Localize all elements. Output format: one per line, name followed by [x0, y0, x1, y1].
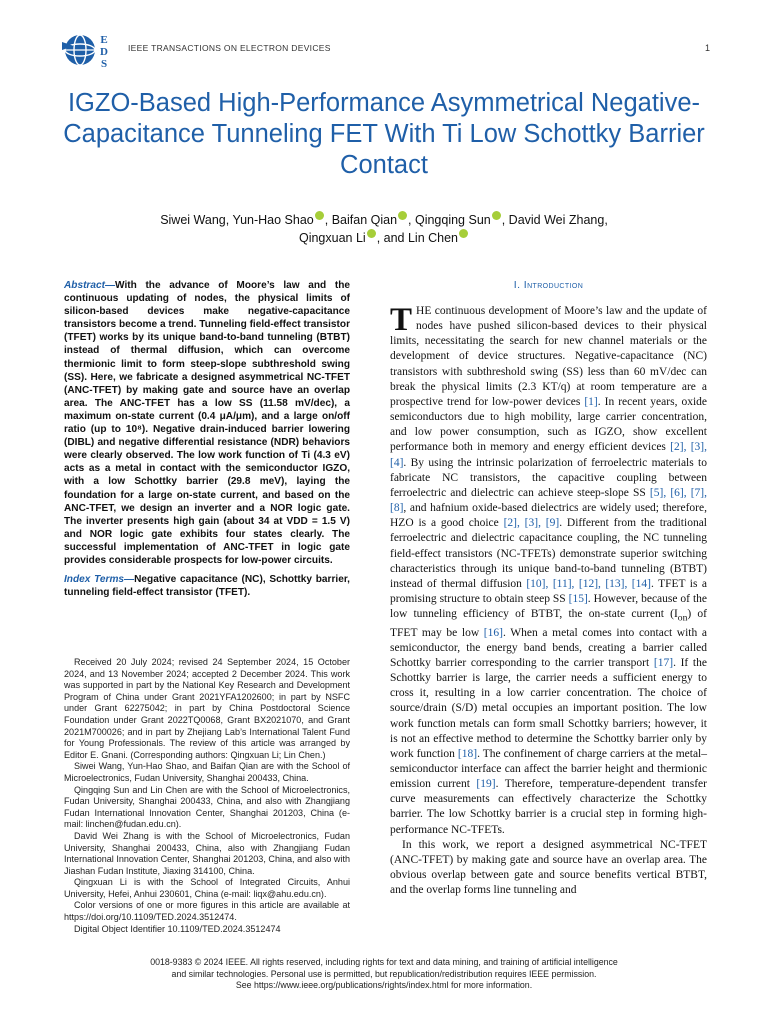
orcid-icon[interactable]	[367, 229, 376, 238]
author-list	[80, 211, 688, 247]
citation-link[interactable]: [1]	[584, 395, 598, 408]
author-name: , David Wei Zhang,	[501, 213, 608, 227]
index-terms-text: Negative capacitance (NC), Schottky barrier, tunneling field-effect transistor (TFET).	[64, 574, 350, 599]
citation-link[interactable]: [17]	[653, 656, 674, 669]
intro-text: . TFET is a promising structure to obtain steep SS	[390, 577, 707, 605]
abstract-label: Abstract—	[64, 280, 116, 291]
intro-text: , and hafnium oxide-based dielectrics are widely used; therefore, HZO is a good choice	[390, 502, 707, 530]
citation-link[interactable]: [2], [3], [4]	[390, 441, 707, 469]
author-name: , Qingqing Sun	[408, 213, 491, 227]
svg-text:D: D	[100, 46, 108, 58]
intro-text: . However, because of the low tunneling efficiency of BTBT, the on-state current (I	[390, 592, 707, 621]
orcid-icon[interactable]	[398, 211, 407, 220]
citation-link[interactable]: [10], [11], [12], [13], [14]	[526, 577, 651, 590]
footnotes	[64, 657, 350, 935]
author-name: , and Lin Chen	[376, 231, 459, 245]
abstract	[64, 279, 350, 567]
citation-link[interactable]: [15]	[568, 592, 588, 605]
citation-link[interactable]: [2], [3], [9]	[503, 517, 560, 530]
section-heading: I. Introduction	[513, 279, 584, 291]
journal-name: IEEE TRANSACTIONS ON ELECTRON DEVICES	[128, 43, 331, 53]
intro-text: . Different from the traditional ferroelectric and dielectric capacitance coupling, the NC tunneling field-effect transistors (NC-TFETs) demonstrate superior switching characteristics through its unique band-to-band tunneling (BTBT) instead of thermal diffusion	[390, 517, 707, 590]
footnote: Qingqing Sun and Lin Chen are with the School of Microelectronics, Fudan University, Shanghai 200433, China, and also with Zhangjiang Fudan International Innovation Center, Shanghai 201203, China (e-mail: linchen@fudan.edu.cn).	[64, 784, 350, 830]
orcid-icon[interactable]	[492, 211, 501, 220]
intro-paragraph-2: In this work, we report a designed asymmetrical NC-TFET (ANC-TFET) by making gate and source have an overlap area. The obvious overlap between gate and source benefits vertical BTBT, and the overlap forms line tunneling and	[390, 838, 707, 897]
intro-paragraph-1	[390, 304, 707, 838]
intro-text: . If the Schottky barrier is large, the carrier needs a sufficient energy to cross it, resulting in a low carrier concentration. The choice of source/drain (S/D) metal occupies an important position. The low work function metals can form small Schottky barriers; however, it is not an effective method to determine the Schottky barrier only by work function	[390, 656, 707, 760]
citation-link[interactable]: [16]	[483, 626, 503, 639]
drop-cap: T	[390, 302, 413, 338]
subscript-on: on	[677, 612, 688, 624]
footnote: Qingxuan Li is with the School of Integrated Circuits, Anhui University, Hefei, Anhui 230601, China (e-mail: liqx@ahu.edu.cn).	[64, 877, 350, 899]
intro-text: . In recent years, oxide semiconductors due to high mobility, large carrier concentration, and low power consumption, such as IGZO, show excellent performance both in memory and energy efficient devices	[390, 395, 707, 454]
svg-text:S: S	[100, 58, 108, 70]
intro-text: . When a metal comes into contact with a semiconductor, the energy band bends, creating a barrier called Schottky barrier corresponding to the carrier transport	[390, 626, 708, 669]
citation-link[interactable]: [18]	[457, 747, 478, 760]
paper-title: IGZO-Based High-Performance Asymmetrical Negative-Capacitance Tunneling FET With Ti Low Schottky Barrier Contact	[63, 89, 705, 179]
footer-line: 0018-9383 © 2024 IEEE. All rights reserved, including rights for text and data mining, and training of artificial intelligence	[150, 957, 618, 967]
author-name: Siwei Wang, Yun-Hao Shao	[160, 213, 314, 227]
footer-line[interactable]: See https://www.ieee.org/publications/rights/index.html for more information.	[235, 980, 533, 991]
orcid-icon[interactable]	[459, 229, 468, 238]
author-name: , Baifan Qian	[324, 213, 398, 227]
page-number: 1	[705, 43, 711, 53]
intro-text: . The confinement of charge carriers at the metal–semiconductor interface can affect the barrier height and thermionic emission current	[390, 747, 707, 791]
svg-text:E: E	[100, 34, 108, 46]
intro-text: ) of TFET may be low	[390, 608, 707, 639]
orcid-icon[interactable]	[315, 211, 324, 220]
footnote: Siwei Wang, Yun-Hao Shao, and Baifan Qian are with the School of Microelectronics, Fudan University, Shanghai 200433, China.	[64, 761, 350, 783]
eds-logo	[60, 30, 116, 70]
index-terms-label: Index Terms—	[64, 574, 135, 585]
intro-text: HE continuous development of Moore’s law and the update of nodes have pushed silicon-based devices to their physical limits, necessitating the search for new channel materials or the development of device structures. Negative-capacitance (NC) transistors with subthreshold swing (SS) less than 60 mV/dec can break the physical limits (2.3 KT/q) at room temperature are a prospective trend for low-power devices	[390, 305, 707, 408]
footer-line: and similar technologies. Personal use is permitted, but republication/redistribution requires IEEE permission.	[171, 968, 597, 979]
footnote: Digital Object Identifier 10.1109/TED.2024.3512474	[74, 923, 281, 934]
citation-link[interactable]: [19]	[476, 778, 496, 791]
intro-text: . Therefore, temperature-dependent transfer curve measurements can effectively characterize the Schottky barrier. The low Schottky barrier is a crucial step in forming high-performance NC-TFETs.	[390, 778, 707, 836]
copyright-footer	[80, 957, 688, 992]
footnote: David Wei Zhang is with the School of Microelectronics, Fudan University, Shanghai 200433, China, also with Zhangjiang Fudan International Innovation Center, Shanghai 201203, China, and also with Jiashan Fudan Institute, Jiaxing 314100, China.	[64, 830, 350, 876]
introduction-body	[390, 304, 707, 898]
author-name: Qingxuan Li	[298, 231, 366, 245]
footnote: Received 20 July 2024; revised 24 September 2024, 15 October 2024, and 13 November 2024; accepted 2 December 2024. This work was supported in part by the National Key Research and Development Program of China under Grant 2021YFA1202600; in part by NSFC under Grant 62275042; in part by China Postdoctoral Science Foundation under Grant 2022TQ0068, Grant BX2021070, and Grant 2021M700026; and in part by Zhejiang Lab’s International Talent Fund for Young Professionals. The review of this article was arranged by Editor E. Gnani. (Corresponding authors: Qingxuan Li; Lin Chen.)	[64, 657, 350, 760]
abstract-text: With the advance of Moore’s law and the continuous updating of nodes, the physical limits of silicon-based devices make negative-capacitance transistors become a trend. Tunneling field-effect transistor (TFET) works by its unique band-to-band tunneling (BTBT) instead of thermal diffusion, which can overcome thermionic limit to form steep-slope subthreshold swing (SS). Here, we fabricate a designed asymmetrical NC-TFET (ANC-TFET) by making gate and source have an overlap area. The ANC-TFET has a low SS (11.58 mV/dec), a maximum on-state current (0.4 μA/μm), and a large on/off ratio (up to 10⁸). Negative drain-induced barrier lowering (DIBL) and negative differential resistance (NDR) behaviors were clearly observed. The low work function of Ti (4.3 eV) acts as a metal in contact with the semiconductor IGZO, with a low Schottky barrier (29.8 meV), laying the foundation for a large on-state current, and based on the ANC-TFET, we design an inverter and a NOR logic gate. The inverter presents high gain (about 34 at VDD = 1.5 V) and NOR logic gate exhibits four states clearly. The successful implementation of ANC-TFET in logic gate provides considerable prospects for low-power circuits.	[64, 280, 350, 566]
intro-text: . By using the intrinsic polarization of ferroelectric materials to fabricate NC transistors, the capacitive coupling between ferroelectric and dielectric can achieve steep-slope SS	[390, 456, 707, 499]
citation-link[interactable]: [5], [6], [7], [8]	[390, 486, 707, 515]
footnote: Color versions of one or more figures in this article are available at https://doi.org/10.1109/TED.2024.3512474.	[64, 900, 350, 923]
index-terms	[64, 573, 350, 599]
